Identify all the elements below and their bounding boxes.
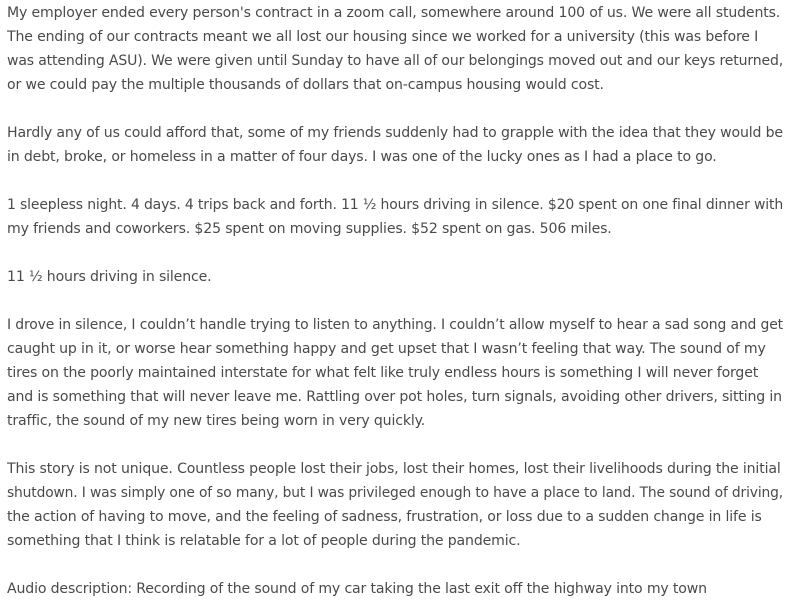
text-line: This story is not unique. Countless people lost their jobs, lost their homes, lost their livelihoods during the initial	[7, 461, 781, 477]
text-line: traffic, the sound of my new tires being worn in very quickly.	[7, 413, 426, 429]
text-line: My employer ended every person's contract in a zoom call, somewhere around 100 of us. We were all students.	[7, 5, 781, 21]
paragraph-contract-ended	[7, 1, 793, 97]
text-line: Audio description: Recording of the sound of my car taking the last exit off the highway into my town	[7, 581, 707, 597]
text-line: I drove in silence, I couldn’t handle trying to listen to anything. I couldn’t allow myself to hear a sad song and get	[7, 317, 784, 333]
text-line: The ending of our contracts meant we all lost our housing since we worked for a university (this was before I	[7, 29, 759, 45]
text-line: Hardly any of us could afford that, some of my friends suddenly had to grapple with the idea that they would be	[7, 125, 783, 141]
text-line: shutdown. I was simply one of so many, but I was privileged enough to have a place to land. The sound of driving,	[7, 485, 784, 501]
paragraph-drove-in-silence	[7, 313, 793, 433]
text-line: tires on the poorly maintained interstate for what felt like truly endless hours is something I will never forget	[7, 365, 759, 381]
text-line: was attending ASU). We were given until Sunday to have all of our belongings moved out and our keys returned,	[7, 53, 784, 69]
paragraph-audio-description	[7, 577, 793, 601]
text-line: 1 sleepless night. 4 days. 4 trips back and forth. 11 ½ hours driving in silence. $20 spent on one final dinner with	[7, 197, 784, 213]
text-line: in debt, broke, or homeless in a matter of four days. I was one of the lucky ones as I had a place to go.	[7, 149, 717, 165]
text-line: or we could pay the multiple thousands of dollars that on-campus housing would cost.	[7, 77, 604, 93]
paragraph-numbers	[7, 193, 793, 241]
text-line: my friends and coworkers. $25 spent on moving supplies. $52 spent on gas. 506 miles.	[7, 221, 612, 237]
paragraph-silence	[7, 265, 793, 289]
text-line: 11 ½ hours driving in silence.	[7, 269, 212, 285]
text-line: caught up in it, or worse hear something happy and get upset that I wasn’t feeling that way. The sound of my	[7, 341, 766, 357]
paragraph-afford	[7, 121, 793, 169]
text-line: and is something that will never leave me. Rattling over pot holes, turn signals, avoiding other drivers, sitting in	[7, 389, 782, 405]
text-line: something that I think is relatable for a lot of people during the pandemic.	[7, 533, 521, 549]
text-line: the action of having to move, and the feeling of sadness, frustration, or loss due to a sudden change in life is	[7, 509, 762, 525]
paragraph-not-unique	[7, 457, 793, 553]
